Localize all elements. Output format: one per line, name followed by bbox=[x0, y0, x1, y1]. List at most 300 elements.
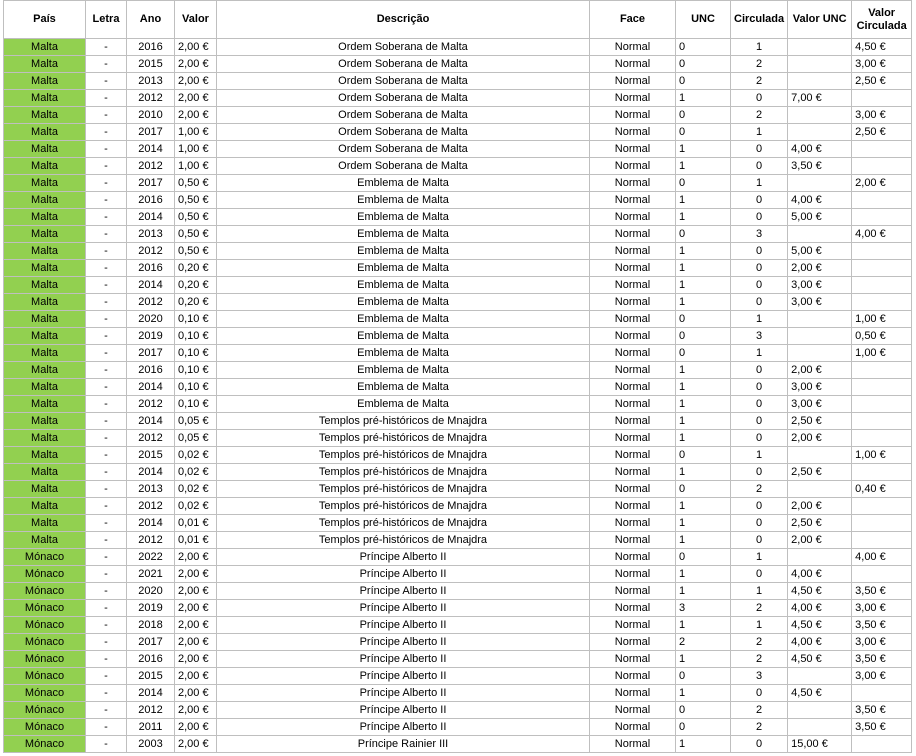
cell-pais[interactable]: Mónaco bbox=[4, 702, 86, 719]
cell-valor[interactable]: 0,02 € bbox=[175, 498, 217, 515]
cell-valor[interactable]: 2,00 € bbox=[175, 685, 217, 702]
cell-valor-circulada[interactable]: 3,00 € bbox=[852, 600, 912, 617]
cell-descricao[interactable]: Emblema de Malta bbox=[217, 345, 590, 362]
cell-face[interactable]: Normal bbox=[590, 328, 676, 345]
cell-unc[interactable]: 1 bbox=[676, 192, 731, 209]
cell-ano[interactable]: 2010 bbox=[127, 107, 175, 124]
cell-face[interactable]: Normal bbox=[590, 39, 676, 56]
cell-circulada[interactable]: 1 bbox=[731, 124, 788, 141]
cell-valor[interactable]: 0,05 € bbox=[175, 430, 217, 447]
cell-valor-unc[interactable]: 2,50 € bbox=[788, 413, 852, 430]
cell-pais[interactable]: Malta bbox=[4, 260, 86, 277]
cell-face[interactable]: Normal bbox=[590, 209, 676, 226]
cell-valor-circulada[interactable]: 1,00 € bbox=[852, 311, 912, 328]
cell-unc[interactable]: 1 bbox=[676, 260, 731, 277]
cell-face[interactable]: Normal bbox=[590, 481, 676, 498]
cell-circulada[interactable]: 1 bbox=[731, 39, 788, 56]
cell-ano[interactable]: 2011 bbox=[127, 719, 175, 736]
cell-letra[interactable]: - bbox=[86, 532, 127, 549]
cell-letra[interactable]: - bbox=[86, 107, 127, 124]
cell-ano[interactable]: 2003 bbox=[127, 736, 175, 753]
cell-letra[interactable]: - bbox=[86, 226, 127, 243]
cell-circulada[interactable]: 0 bbox=[731, 430, 788, 447]
cell-face[interactable]: Normal bbox=[590, 396, 676, 413]
cell-valor-circulada[interactable]: 1,00 € bbox=[852, 345, 912, 362]
cell-ano[interactable]: 2012 bbox=[127, 396, 175, 413]
cell-descricao[interactable]: Templos pré-históricos de Mnajdra bbox=[217, 447, 590, 464]
cell-ano[interactable]: 2020 bbox=[127, 311, 175, 328]
cell-face[interactable]: Normal bbox=[590, 447, 676, 464]
cell-unc[interactable]: 0 bbox=[676, 328, 731, 345]
cell-pais[interactable]: Malta bbox=[4, 277, 86, 294]
cell-unc[interactable]: 1 bbox=[676, 583, 731, 600]
cell-pais[interactable]: Malta bbox=[4, 396, 86, 413]
cell-letra[interactable]: - bbox=[86, 668, 127, 685]
cell-ano[interactable]: 2014 bbox=[127, 209, 175, 226]
cell-letra[interactable]: - bbox=[86, 379, 127, 396]
cell-descricao[interactable]: Emblema de Malta bbox=[217, 277, 590, 294]
cell-circulada[interactable]: 3 bbox=[731, 226, 788, 243]
cell-valor[interactable]: 0,50 € bbox=[175, 175, 217, 192]
cell-descricao[interactable]: Emblema de Malta bbox=[217, 379, 590, 396]
cell-unc[interactable]: 0 bbox=[676, 56, 731, 73]
cell-circulada[interactable]: 0 bbox=[731, 294, 788, 311]
cell-circulada[interactable]: 0 bbox=[731, 566, 788, 583]
cell-letra[interactable]: - bbox=[86, 243, 127, 260]
cell-face[interactable]: Normal bbox=[590, 532, 676, 549]
cell-valor-unc[interactable]: 4,50 € bbox=[788, 651, 852, 668]
cell-unc[interactable]: 1 bbox=[676, 498, 731, 515]
cell-valor-unc[interactable]: 2,00 € bbox=[788, 532, 852, 549]
cell-valor-circulada[interactable] bbox=[852, 158, 912, 175]
cell-pais[interactable]: Mónaco bbox=[4, 600, 86, 617]
cell-valor-unc[interactable] bbox=[788, 345, 852, 362]
cell-unc[interactable]: 1 bbox=[676, 464, 731, 481]
cell-circulada[interactable]: 1 bbox=[731, 311, 788, 328]
cell-face[interactable]: Normal bbox=[590, 549, 676, 566]
cell-letra[interactable]: - bbox=[86, 277, 127, 294]
cell-letra[interactable]: - bbox=[86, 447, 127, 464]
cell-letra[interactable]: - bbox=[86, 651, 127, 668]
cell-face[interactable]: Normal bbox=[590, 566, 676, 583]
cell-circulada[interactable]: 0 bbox=[731, 464, 788, 481]
cell-valor-circulada[interactable] bbox=[852, 685, 912, 702]
cell-letra[interactable]: - bbox=[86, 90, 127, 107]
cell-letra[interactable]: - bbox=[86, 685, 127, 702]
cell-letra[interactable]: - bbox=[86, 345, 127, 362]
cell-descricao[interactable]: Príncipe Alberto II bbox=[217, 566, 590, 583]
cell-valor[interactable]: 0,10 € bbox=[175, 396, 217, 413]
cell-descricao[interactable]: Templos pré-históricos de Mnajdra bbox=[217, 430, 590, 447]
cell-circulada[interactable]: 0 bbox=[731, 260, 788, 277]
cell-ano[interactable]: 2015 bbox=[127, 668, 175, 685]
cell-valor[interactable]: 0,10 € bbox=[175, 362, 217, 379]
cell-pais[interactable]: Malta bbox=[4, 328, 86, 345]
cell-pais[interactable]: Malta bbox=[4, 532, 86, 549]
cell-letra[interactable]: - bbox=[86, 73, 127, 90]
cell-ano[interactable]: 2014 bbox=[127, 141, 175, 158]
cell-descricao[interactable]: Templos pré-históricos de Mnajdra bbox=[217, 532, 590, 549]
cell-letra[interactable]: - bbox=[86, 158, 127, 175]
cell-ano[interactable]: 2018 bbox=[127, 617, 175, 634]
cell-valor[interactable]: 2,00 € bbox=[175, 90, 217, 107]
cell-face[interactable]: Normal bbox=[590, 311, 676, 328]
cell-unc[interactable]: 1 bbox=[676, 566, 731, 583]
cell-unc[interactable]: 0 bbox=[676, 719, 731, 736]
cell-valor-unc[interactable]: 5,00 € bbox=[788, 243, 852, 260]
cell-valor-unc[interactable]: 2,00 € bbox=[788, 430, 852, 447]
cell-face[interactable]: Normal bbox=[590, 583, 676, 600]
cell-face[interactable]: Normal bbox=[590, 719, 676, 736]
cell-valor[interactable]: 0,02 € bbox=[175, 464, 217, 481]
cell-descricao[interactable]: Príncipe Alberto II bbox=[217, 702, 590, 719]
cell-descricao[interactable]: Príncipe Alberto II bbox=[217, 583, 590, 600]
cell-valor-circulada[interactable]: 3,50 € bbox=[852, 719, 912, 736]
cell-pais[interactable]: Malta bbox=[4, 447, 86, 464]
cell-letra[interactable]: - bbox=[86, 260, 127, 277]
cell-valor-circulada[interactable]: 3,00 € bbox=[852, 668, 912, 685]
cell-letra[interactable]: - bbox=[86, 124, 127, 141]
cell-valor-circulada[interactable] bbox=[852, 379, 912, 396]
cell-circulada[interactable]: 0 bbox=[731, 736, 788, 753]
cell-pais[interactable]: Malta bbox=[4, 515, 86, 532]
header-face[interactable]: Face bbox=[590, 1, 676, 39]
cell-valor-unc[interactable]: 3,00 € bbox=[788, 277, 852, 294]
cell-pais[interactable]: Malta bbox=[4, 124, 86, 141]
cell-valor-unc[interactable]: 2,00 € bbox=[788, 498, 852, 515]
cell-pais[interactable]: Malta bbox=[4, 294, 86, 311]
cell-ano[interactable]: 2019 bbox=[127, 328, 175, 345]
cell-valor-circulada[interactable]: 3,50 € bbox=[852, 702, 912, 719]
cell-valor[interactable]: 2,00 € bbox=[175, 600, 217, 617]
cell-valor[interactable]: 0,01 € bbox=[175, 515, 217, 532]
cell-descricao[interactable]: Ordem Soberana de Malta bbox=[217, 107, 590, 124]
cell-circulada[interactable]: 0 bbox=[731, 498, 788, 515]
cell-pais[interactable]: Malta bbox=[4, 107, 86, 124]
cell-valor-unc[interactable] bbox=[788, 107, 852, 124]
cell-descricao[interactable]: Príncipe Alberto II bbox=[217, 549, 590, 566]
cell-valor-circulada[interactable]: 2,00 € bbox=[852, 175, 912, 192]
cell-valor-unc[interactable]: 2,50 € bbox=[788, 515, 852, 532]
cell-letra[interactable]: - bbox=[86, 600, 127, 617]
cell-circulada[interactable]: 0 bbox=[731, 515, 788, 532]
cell-circulada[interactable]: 0 bbox=[731, 379, 788, 396]
cell-pais[interactable]: Mónaco bbox=[4, 685, 86, 702]
cell-valor-unc[interactable]: 15,00 € bbox=[788, 736, 852, 753]
cell-valor-unc[interactable] bbox=[788, 311, 852, 328]
cell-circulada[interactable]: 0 bbox=[731, 277, 788, 294]
cell-valor[interactable]: 2,00 € bbox=[175, 668, 217, 685]
cell-valor-unc[interactable]: 3,00 € bbox=[788, 294, 852, 311]
cell-valor-unc[interactable] bbox=[788, 175, 852, 192]
cell-circulada[interactable]: 2 bbox=[731, 107, 788, 124]
cell-pais[interactable]: Malta bbox=[4, 90, 86, 107]
cell-descricao[interactable]: Emblema de Malta bbox=[217, 328, 590, 345]
cell-ano[interactable]: 2013 bbox=[127, 226, 175, 243]
cell-circulada[interactable]: 2 bbox=[731, 651, 788, 668]
cell-ano[interactable]: 2020 bbox=[127, 583, 175, 600]
cell-unc[interactable]: 1 bbox=[676, 158, 731, 175]
cell-valor[interactable]: 2,00 € bbox=[175, 702, 217, 719]
cell-letra[interactable]: - bbox=[86, 328, 127, 345]
cell-circulada[interactable]: 2 bbox=[731, 702, 788, 719]
cell-unc[interactable]: 1 bbox=[676, 277, 731, 294]
cell-unc[interactable]: 0 bbox=[676, 107, 731, 124]
cell-valor-unc[interactable]: 2,00 € bbox=[788, 362, 852, 379]
cell-valor-circulada[interactable]: 3,00 € bbox=[852, 56, 912, 73]
cell-valor-circulada[interactable]: 2,50 € bbox=[852, 124, 912, 141]
cell-valor[interactable]: 2,00 € bbox=[175, 566, 217, 583]
cell-descricao[interactable]: Emblema de Malta bbox=[217, 192, 590, 209]
cell-ano[interactable]: 2012 bbox=[127, 90, 175, 107]
cell-face[interactable]: Normal bbox=[590, 158, 676, 175]
cell-valor-unc[interactable] bbox=[788, 549, 852, 566]
cell-descricao[interactable]: Emblema de Malta bbox=[217, 311, 590, 328]
cell-valor-unc[interactable]: 5,00 € bbox=[788, 209, 852, 226]
cell-pais[interactable]: Mónaco bbox=[4, 549, 86, 566]
cell-unc[interactable]: 0 bbox=[676, 447, 731, 464]
cell-unc[interactable]: 1 bbox=[676, 362, 731, 379]
cell-descricao[interactable]: Emblema de Malta bbox=[217, 209, 590, 226]
cell-pais[interactable]: Mónaco bbox=[4, 719, 86, 736]
cell-valor-circulada[interactable]: 4,00 € bbox=[852, 226, 912, 243]
cell-face[interactable]: Normal bbox=[590, 90, 676, 107]
cell-face[interactable]: Normal bbox=[590, 498, 676, 515]
cell-unc[interactable]: 1 bbox=[676, 141, 731, 158]
cell-ano[interactable]: 2014 bbox=[127, 685, 175, 702]
cell-ano[interactable]: 2012 bbox=[127, 498, 175, 515]
cell-ano[interactable]: 2017 bbox=[127, 634, 175, 651]
cell-descricao[interactable]: Emblema de Malta bbox=[217, 294, 590, 311]
cell-valor-circulada[interactable] bbox=[852, 209, 912, 226]
cell-valor[interactable]: 2,00 € bbox=[175, 617, 217, 634]
cell-valor[interactable]: 0,50 € bbox=[175, 209, 217, 226]
cell-face[interactable]: Normal bbox=[590, 634, 676, 651]
cell-descricao[interactable]: Príncipe Alberto II bbox=[217, 634, 590, 651]
cell-pais[interactable]: Mónaco bbox=[4, 583, 86, 600]
cell-unc[interactable]: 1 bbox=[676, 243, 731, 260]
cell-face[interactable]: Normal bbox=[590, 702, 676, 719]
cell-ano[interactable]: 2022 bbox=[127, 549, 175, 566]
cell-valor[interactable]: 0,10 € bbox=[175, 345, 217, 362]
cell-face[interactable]: Normal bbox=[590, 260, 676, 277]
cell-ano[interactable]: 2012 bbox=[127, 294, 175, 311]
cell-ano[interactable]: 2016 bbox=[127, 192, 175, 209]
cell-unc[interactable]: 1 bbox=[676, 379, 731, 396]
cell-pais[interactable]: Malta bbox=[4, 345, 86, 362]
header-unc[interactable]: UNC bbox=[676, 1, 731, 39]
cell-valor-circulada[interactable] bbox=[852, 430, 912, 447]
cell-circulada[interactable]: 0 bbox=[731, 413, 788, 430]
cell-ano[interactable]: 2014 bbox=[127, 413, 175, 430]
cell-descricao[interactable]: Ordem Soberana de Malta bbox=[217, 56, 590, 73]
cell-valor-unc[interactable]: 4,50 € bbox=[788, 583, 852, 600]
cell-face[interactable]: Normal bbox=[590, 515, 676, 532]
cell-ano[interactable]: 2012 bbox=[127, 243, 175, 260]
cell-pais[interactable]: Malta bbox=[4, 158, 86, 175]
cell-valor-unc[interactable]: 2,00 € bbox=[788, 260, 852, 277]
cell-face[interactable]: Normal bbox=[590, 617, 676, 634]
cell-circulada[interactable]: 2 bbox=[731, 719, 788, 736]
cell-pais[interactable]: Malta bbox=[4, 226, 86, 243]
cell-pais[interactable]: Mónaco bbox=[4, 736, 86, 753]
cell-descricao[interactable]: Príncipe Alberto II bbox=[217, 651, 590, 668]
cell-valor-circulada[interactable]: 3,00 € bbox=[852, 634, 912, 651]
cell-ano[interactable]: 2017 bbox=[127, 175, 175, 192]
cell-descricao[interactable]: Príncipe Rainier III bbox=[217, 736, 590, 753]
cell-descricao[interactable]: Templos pré-históricos de Mnajdra bbox=[217, 498, 590, 515]
cell-valor[interactable]: 1,00 € bbox=[175, 158, 217, 175]
cell-letra[interactable]: - bbox=[86, 617, 127, 634]
cell-pais[interactable]: Mónaco bbox=[4, 634, 86, 651]
header-circulada[interactable]: Circulada bbox=[731, 1, 788, 39]
cell-ano[interactable]: 2015 bbox=[127, 56, 175, 73]
cell-valor-circulada[interactable]: 4,00 € bbox=[852, 549, 912, 566]
cell-letra[interactable]: - bbox=[86, 175, 127, 192]
cell-valor-unc[interactable]: 3,00 € bbox=[788, 396, 852, 413]
cell-valor-unc[interactable] bbox=[788, 56, 852, 73]
cell-face[interactable]: Normal bbox=[590, 56, 676, 73]
cell-unc[interactable]: 1 bbox=[676, 617, 731, 634]
cell-face[interactable]: Normal bbox=[590, 192, 676, 209]
cell-valor-unc[interactable]: 4,00 € bbox=[788, 600, 852, 617]
cell-valor[interactable]: 0,50 € bbox=[175, 243, 217, 260]
cell-valor-circulada[interactable] bbox=[852, 243, 912, 260]
cell-descricao[interactable]: Templos pré-históricos de Mnajdra bbox=[217, 413, 590, 430]
cell-unc[interactable]: 0 bbox=[676, 549, 731, 566]
cell-valor-circulada[interactable] bbox=[852, 192, 912, 209]
cell-pais[interactable]: Malta bbox=[4, 175, 86, 192]
cell-letra[interactable]: - bbox=[86, 430, 127, 447]
cell-unc[interactable]: 1 bbox=[676, 413, 731, 430]
cell-circulada[interactable]: 0 bbox=[731, 532, 788, 549]
cell-valor[interactable]: 1,00 € bbox=[175, 124, 217, 141]
cell-face[interactable]: Normal bbox=[590, 226, 676, 243]
cell-valor-unc[interactable] bbox=[788, 73, 852, 90]
cell-valor-circulada[interactable]: 4,50 € bbox=[852, 39, 912, 56]
cell-ano[interactable]: 2012 bbox=[127, 158, 175, 175]
cell-descricao[interactable]: Príncipe Alberto II bbox=[217, 668, 590, 685]
cell-valor-circulada[interactable]: 1,00 € bbox=[852, 447, 912, 464]
header-ano[interactable]: Ano bbox=[127, 1, 175, 39]
cell-letra[interactable]: - bbox=[86, 396, 127, 413]
cell-ano[interactable]: 2013 bbox=[127, 481, 175, 498]
cell-ano[interactable]: 2014 bbox=[127, 515, 175, 532]
cell-ano[interactable]: 2021 bbox=[127, 566, 175, 583]
cell-valor-unc[interactable]: 3,00 € bbox=[788, 379, 852, 396]
cell-unc[interactable]: 3 bbox=[676, 600, 731, 617]
cell-valor-circulada[interactable] bbox=[852, 396, 912, 413]
cell-face[interactable]: Normal bbox=[590, 124, 676, 141]
cell-valor[interactable]: 0,20 € bbox=[175, 260, 217, 277]
cell-unc[interactable]: 1 bbox=[676, 209, 731, 226]
cell-valor[interactable]: 0,02 € bbox=[175, 447, 217, 464]
cell-letra[interactable]: - bbox=[86, 736, 127, 753]
cell-valor[interactable]: 0,50 € bbox=[175, 192, 217, 209]
cell-valor[interactable]: 2,00 € bbox=[175, 39, 217, 56]
cell-face[interactable]: Normal bbox=[590, 651, 676, 668]
cell-letra[interactable]: - bbox=[86, 498, 127, 515]
cell-unc[interactable]: 0 bbox=[676, 481, 731, 498]
cell-letra[interactable]: - bbox=[86, 413, 127, 430]
cell-unc[interactable]: 1 bbox=[676, 396, 731, 413]
cell-letra[interactable]: - bbox=[86, 634, 127, 651]
cell-pais[interactable]: Malta bbox=[4, 39, 86, 56]
cell-unc[interactable]: 0 bbox=[676, 39, 731, 56]
cell-valor[interactable]: 0,10 € bbox=[175, 379, 217, 396]
cell-unc[interactable]: 0 bbox=[676, 702, 731, 719]
cell-valor-circulada[interactable] bbox=[852, 277, 912, 294]
cell-unc[interactable]: 1 bbox=[676, 685, 731, 702]
header-letra[interactable]: Letra bbox=[86, 1, 127, 39]
cell-valor-circulada[interactable]: 0,40 € bbox=[852, 481, 912, 498]
cell-valor[interactable]: 0,02 € bbox=[175, 481, 217, 498]
cell-descricao[interactable]: Emblema de Malta bbox=[217, 362, 590, 379]
cell-descricao[interactable]: Templos pré-históricos de Mnajdra bbox=[217, 481, 590, 498]
cell-letra[interactable]: - bbox=[86, 583, 127, 600]
cell-valor-unc[interactable]: 4,50 € bbox=[788, 685, 852, 702]
cell-valor-circulada[interactable] bbox=[852, 566, 912, 583]
cell-pais[interactable]: Malta bbox=[4, 379, 86, 396]
cell-face[interactable]: Normal bbox=[590, 107, 676, 124]
cell-descricao[interactable]: Ordem Soberana de Malta bbox=[217, 141, 590, 158]
cell-valor-unc[interactable] bbox=[788, 668, 852, 685]
cell-valor-circulada[interactable] bbox=[852, 532, 912, 549]
cell-circulada[interactable]: 2 bbox=[731, 56, 788, 73]
cell-valor-unc[interactable] bbox=[788, 328, 852, 345]
cell-ano[interactable]: 2012 bbox=[127, 430, 175, 447]
cell-pais[interactable]: Malta bbox=[4, 498, 86, 515]
cell-face[interactable]: Normal bbox=[590, 243, 676, 260]
cell-ano[interactable]: 2014 bbox=[127, 464, 175, 481]
cell-valor[interactable]: 0,20 € bbox=[175, 294, 217, 311]
cell-circulada[interactable]: 0 bbox=[731, 158, 788, 175]
cell-valor-unc[interactable]: 3,50 € bbox=[788, 158, 852, 175]
cell-face[interactable]: Normal bbox=[590, 294, 676, 311]
cell-valor-circulada[interactable]: 3,50 € bbox=[852, 651, 912, 668]
cell-circulada[interactable]: 0 bbox=[731, 396, 788, 413]
cell-face[interactable]: Normal bbox=[590, 362, 676, 379]
cell-circulada[interactable]: 0 bbox=[731, 685, 788, 702]
cell-letra[interactable]: - bbox=[86, 362, 127, 379]
cell-valor[interactable]: 2,00 € bbox=[175, 549, 217, 566]
cell-unc[interactable]: 0 bbox=[676, 73, 731, 90]
header-pais[interactable]: País bbox=[4, 1, 86, 39]
cell-descricao[interactable]: Ordem Soberana de Malta bbox=[217, 158, 590, 175]
cell-letra[interactable]: - bbox=[86, 549, 127, 566]
cell-pais[interactable]: Malta bbox=[4, 430, 86, 447]
cell-unc[interactable]: 0 bbox=[676, 668, 731, 685]
cell-valor-circulada[interactable]: 3,50 € bbox=[852, 583, 912, 600]
cell-descricao[interactable]: Templos pré-históricos de Mnajdra bbox=[217, 464, 590, 481]
cell-valor[interactable]: 0,50 € bbox=[175, 226, 217, 243]
cell-face[interactable]: Normal bbox=[590, 464, 676, 481]
cell-unc[interactable]: 1 bbox=[676, 90, 731, 107]
cell-face[interactable]: Normal bbox=[590, 668, 676, 685]
cell-descricao[interactable]: Emblema de Malta bbox=[217, 260, 590, 277]
cell-ano[interactable]: 2012 bbox=[127, 532, 175, 549]
cell-valor-circulada[interactable] bbox=[852, 260, 912, 277]
cell-valor-circulada[interactable] bbox=[852, 90, 912, 107]
cell-valor-unc[interactable] bbox=[788, 124, 852, 141]
cell-valor-circulada[interactable] bbox=[852, 736, 912, 753]
cell-letra[interactable]: - bbox=[86, 311, 127, 328]
cell-circulada[interactable]: 2 bbox=[731, 600, 788, 617]
cell-circulada[interactable]: 0 bbox=[731, 209, 788, 226]
cell-unc[interactable]: 1 bbox=[676, 651, 731, 668]
cell-circulada[interactable]: 1 bbox=[731, 583, 788, 600]
cell-unc[interactable]: 1 bbox=[676, 515, 731, 532]
